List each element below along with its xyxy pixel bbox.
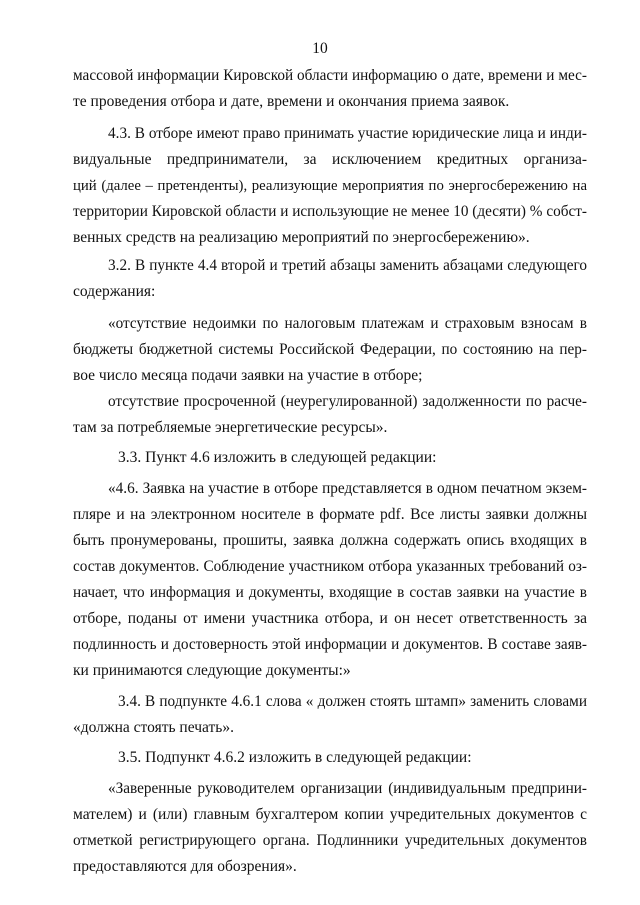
text-line: ций (далее – претенденты), реализующие мероприятия по энергосбережению на: [73, 178, 587, 194]
text-line: бюджеты бюджетной системы Российской Федерации, по состоянию на пер-: [73, 341, 587, 358]
text-line: венных средств на реализацию мероприятий по энергосбережению».: [73, 229, 530, 246]
text-line: предоставляются для обозрения».: [73, 858, 297, 875]
text-line: быть пронумерованы, прошиты, заявка должна содержать опись входящих в: [73, 532, 587, 549]
text-line: мателем) и (или) главным бухгалтером копии учредительных документов с: [73, 806, 587, 823]
text-line: 3.4. В подпункте 4.6.1 слова « должен стоять штамп» заменить словами: [118, 693, 587, 710]
text-line: 3.3. Пункт 4.6 изложить в следующей редакции:: [118, 449, 437, 466]
text-line: подлинность и достоверность этой информации и документов. В составе заяв-: [73, 636, 587, 653]
text-line: видуальные предприниматели, за исключением кредитных организа-: [73, 151, 587, 168]
text-line: «должна стоять печать».: [73, 719, 234, 736]
text-line: там за потребляемые энергетические ресурсы».: [73, 419, 388, 436]
text-line: 3.2. В пункте 4.4 второй и третий абзацы заменить абзацами следующего: [108, 257, 587, 274]
text-line: «Заверенные руководителем организации (индивидуальным предприни-: [108, 780, 587, 797]
text-line: территории Кировской области и использующие не менее 10 (десяти) % собст-: [73, 203, 587, 220]
text-line: 4.3. В отборе имеют право принимать участие юридические лица и инди-: [108, 125, 587, 142]
text-line: отборе, поданы от имени участника отбора, и он несет ответственность за: [73, 610, 587, 627]
page-number: 10: [312, 40, 328, 57]
text-line: «отсутствие недоимки по налоговым платежам и страховым взносам в: [108, 315, 587, 332]
text-line: отсутствие просроченной (неурегулированной) задолженности по расче-: [108, 393, 587, 410]
text-line: ки принимаются следующие документы:»: [73, 662, 351, 679]
text-line: вое число месяца подачи заявки на участие в отборе;: [73, 367, 423, 384]
text-line: массовой информации Кировской области информацию о дате, времени и мес-: [73, 67, 587, 84]
text-line: состав документов. Соблюдение участником отбора указанных требований оз-: [73, 558, 587, 575]
text-line: пляре и на электронном носителе в формате pdf. Все листы заявки должны: [73, 506, 587, 523]
text-line: 3.5. Подпункт 4.6.2 изложить в следующей редакции:: [118, 749, 472, 766]
text-line: начает, что информация и документы, входящие в состав заявки на участие в: [73, 584, 587, 601]
text-line: отметкой регистрирующего органа. Подлинники учредительных документов: [73, 832, 587, 849]
text-line: «4.6. Заявка на участие в отборе представляется в одном печатном экзем-: [108, 480, 587, 497]
text-line: содержания:: [73, 283, 156, 300]
text-line: те проведения отбора и дате, времени и окончания приема заявок.: [73, 93, 510, 110]
